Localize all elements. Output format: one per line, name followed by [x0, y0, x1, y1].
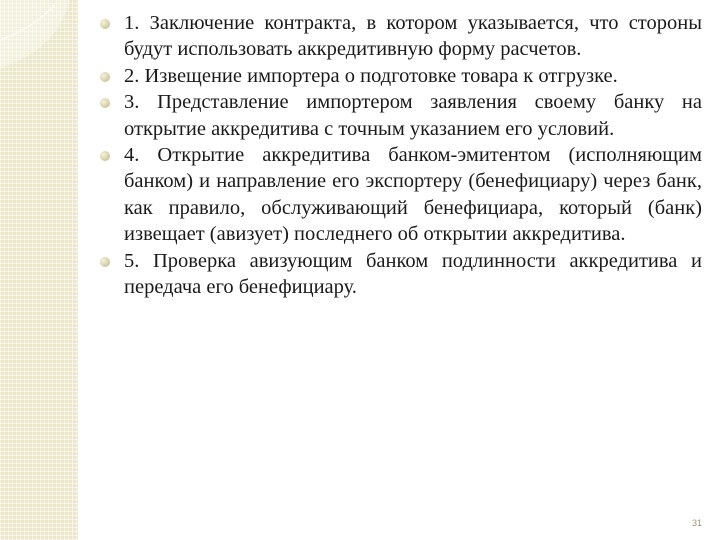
bullet-icon [100, 151, 110, 161]
list-item-text: 1. Заключение контракта, в котором указывается, что стороны будут использовать аккредитивную форму расчетов. [124, 12, 702, 61]
slide-content [98, 10, 702, 300]
list-item-text: 3. Представление импортером заявления своему банку на открытие аккредитива с точным указанием его условий. [124, 91, 702, 140]
list-item-text: 2. Извещение импортера о подготовке товара к отгрузке. [124, 64, 618, 87]
bullet-icon [100, 257, 110, 267]
corner-ornament [0, 0, 78, 540]
bullet-icon [100, 98, 110, 108]
list-item-text: 4. Открытие аккредитива банком-эмитентом (исполняющим банком) и направление его экспортеру (бенефициару) через банк, как правило, обслуживающий бенефициара, который (банк) извещает (авизует) последнего об открытии аккредитива. [124, 144, 702, 246]
list-item [98, 10, 702, 63]
list-item [98, 89, 702, 142]
list-item [98, 142, 702, 248]
bullet-icon [100, 19, 110, 29]
list-item-text: 5. Проверка авизующим банком подлинности аккредитива и передача его бенефициару. [124, 249, 702, 299]
list-item [98, 63, 702, 89]
bullet-list [98, 10, 702, 300]
page-number: 31 [691, 518, 702, 528]
bullet-icon [100, 72, 110, 82]
list-item [98, 248, 702, 301]
